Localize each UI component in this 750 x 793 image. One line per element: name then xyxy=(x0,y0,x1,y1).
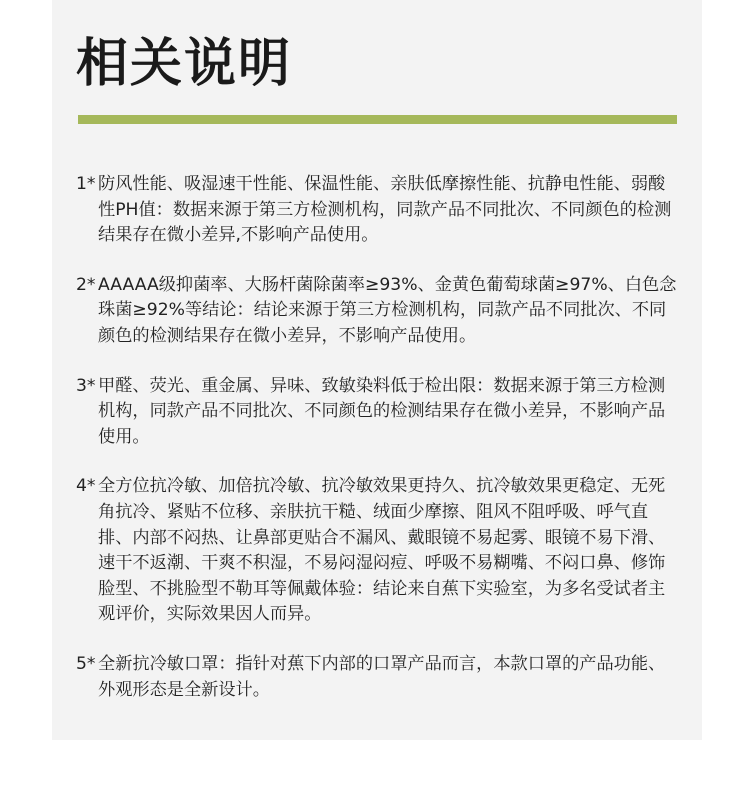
note-number: 1* xyxy=(76,174,96,194)
note-text: 全方位抗冷敏、加倍抗冷敏、抗冷敏效果更持久、抗冷敏效果更稳定、无死角抗冷、紧贴不位移、亲肤抗干糙、绒面少摩擦、阻风不阻呼吸、呼气直排、内部不闷热、让鼻部更贴合不漏风、戴眼镜不易起雾、眼镜不易下滑、速干不返潮、干爽不积湿，不易闷湿闷痘、呼吸不易糊嘴、不闷口鼻、修饰脸型、不挑脸型不勒耳等佩戴体验：结论来自蕉下实验室，为多名受试者主观评价，实际效果因人而异。 xyxy=(98,476,666,625)
note-item-3 xyxy=(76,374,680,451)
note-text: AAAAA级抑菌率、大肠杆菌除菌率≥93%、金黄色葡萄球菌≥97%、白色念珠菌≥92%等结论：结论来源于第三方检测机构，同款产品不同批次、不同颜色的检测结果存在微小差异，不影响产品使用。 xyxy=(98,274,677,346)
note-item-2 xyxy=(76,273,680,350)
note-item-4 xyxy=(76,474,680,628)
note-number: 2* xyxy=(76,274,96,295)
note-text: 甲醛、荧光、重金属、异味、致敏染料低于检出限：数据来源于第三方检测机构，同款产品不同批次、不同颜色的检测结果存在微小差异，不影响产品使用。 xyxy=(98,375,666,447)
note-text: 全新抗冷敏口罩：指针对蕉下内部的口罩产品而言，本款口罩的产品功能、外观形态是全新设计。 xyxy=(98,653,666,700)
page-title: 相关说明 xyxy=(76,34,293,94)
notes-list xyxy=(76,172,680,727)
note-number: 5* xyxy=(76,653,96,674)
note-number: 4* xyxy=(76,476,96,497)
note-number: 3* xyxy=(76,375,96,396)
title-underline xyxy=(78,115,677,124)
note-item-5 xyxy=(76,652,680,703)
note-text: 防风性能、吸湿速干性能、保温性能、亲肤低摩擦性能、抗静电性能、弱酸性PH值：数据来源于第三方检测机构，同款产品不同批次、不同颜色的检测结果存在微小差异,不影响产品使用。 xyxy=(98,174,672,246)
note-item-1 xyxy=(76,172,680,249)
